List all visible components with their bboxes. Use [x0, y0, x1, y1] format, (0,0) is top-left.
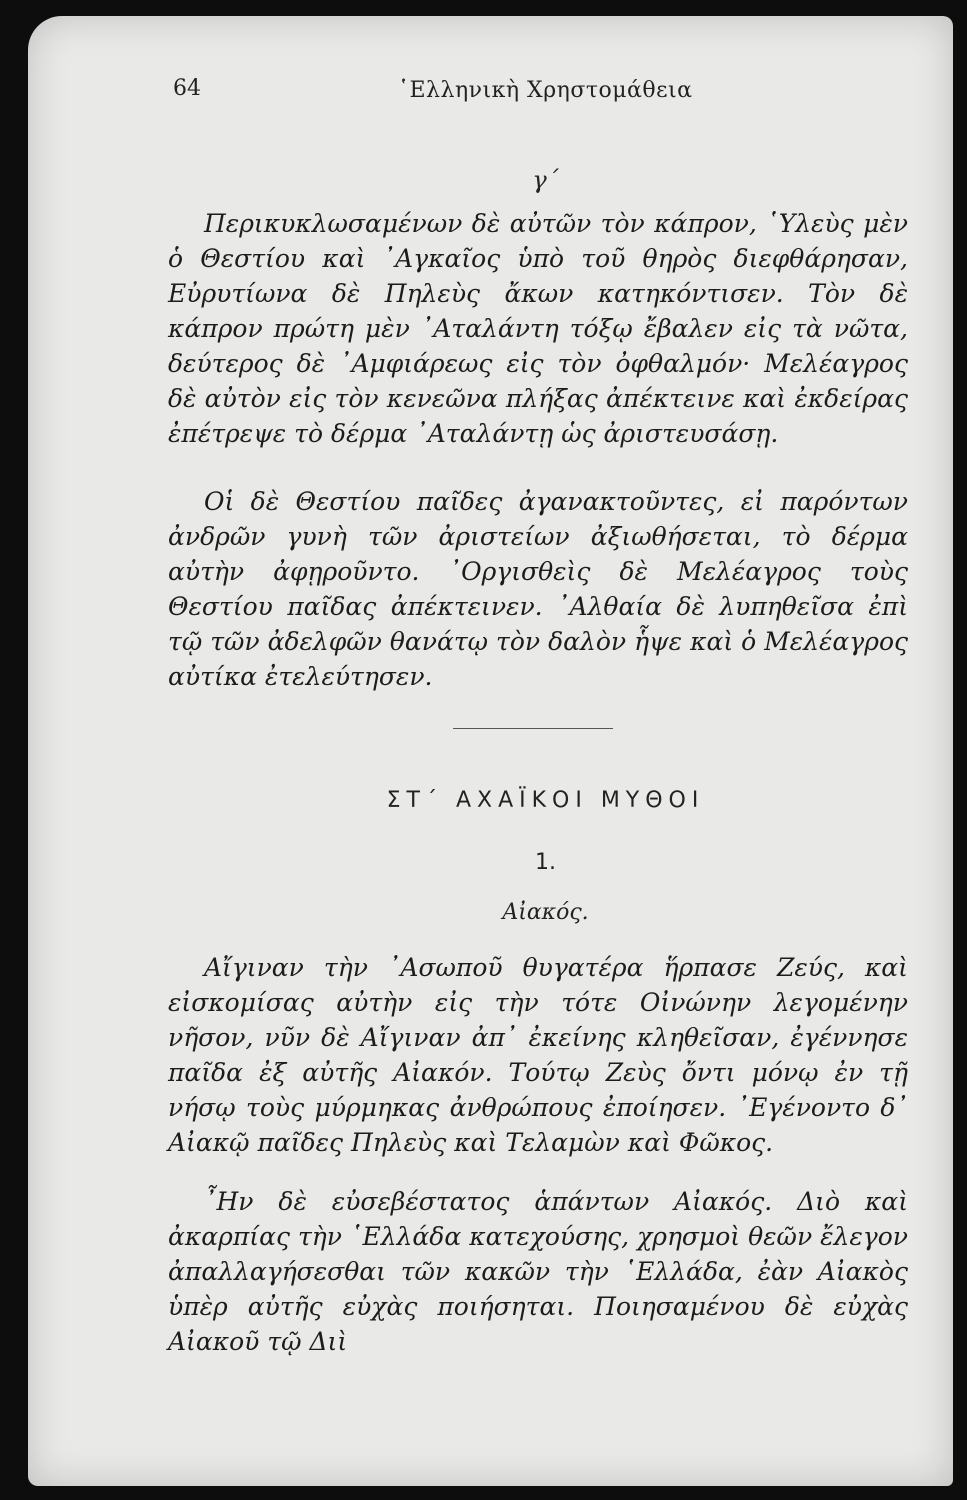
running-header [28, 76, 953, 116]
section-marker: γ΄ [532, 166, 559, 194]
paragraph-block-meleager [168, 484, 908, 694]
paragraph-block-aegina [168, 950, 908, 1160]
paragraph-block-hunt [168, 206, 908, 451]
paragraph-block-aeacus [168, 1184, 908, 1359]
story-title: Αἰακός. [502, 900, 589, 925]
paragraph-aegina: Αἴγιναν τὴν ᾿Ασωποῦ θυγατέρα ἥρπασε Ζεύς, καὶ εἰσκομίσας αὐτὴν εἰς τὴν τότε Οἰνώνην λεγομένην νῆσον, νῦν δὲ Αἴγιναν ἀπ᾿ ἐκείνης κληθεῖσαν, ἐγέννησε παῖδα ἐξ αὐτῆς Αἰακόν. Τούτῳ Ζεὺς ὄντι μόνῳ ἐν τῇ νήσῳ τοὺς μύρμηκας ἀνθρώπους ἐποίησεν. ᾿Εγένοντο δ᾿ Αἰακῷ παῖδες Πηλεὺς καὶ Τελαμὼν καὶ Φῶκος. [168, 953, 908, 1157]
section-divider [453, 728, 613, 729]
chapter-title: ΣΤ΄ ΑΧΑΪΚΟΙ ΜΥΘΟΙ [386, 788, 705, 813]
page-number: 64 [173, 76, 201, 101]
story-number: 1. [535, 850, 556, 875]
book-title-header: ῾Ελληνικὴ Χρηστομάθεια [398, 78, 693, 103]
paragraph-boar-hunt: Περικυκλωσαμένων δὲ αὐτῶν τὸν κάπρον, ῾Υλεὺς μὲν ὁ Θεστίου καὶ ᾿Αγκαῖος ὑπὸ τοῦ θηρὸς διεφθάρησαν, Εὐρυτίωνα δὲ Πηλεὺς ἄκων κατηκόντισεν. Τὸν δὲ κάπρον πρώτη μὲν ᾿Αταλάντη τόξῳ ἔβαλεν εἰς τὰ νῶτα, δεύτερος δὲ ᾿Αμφιάρεως εἰς τὸν ὀφθαλμόν· Μελέαγρος δὲ αὐτὸν εἰς τὸν κενεῶνα πλήξας ἀπέκτεινε καὶ ἐκδείρας ἐπέτρεψε τὸ δέρμα ᾿Αταλάντῃ ὡς ἀριστευσάσῃ. [168, 209, 908, 448]
paragraph-meleager-death: Οἱ δὲ Θεστίου παῖδες ἀγανακτοῦντες, εἰ παρόντων ἀνδρῶν γυνὴ τῶν ἀριστείων ἀξιωθήσεται, τὸ δέρμα αὐτὴν ἀφῃροῦντο. ᾿Οργισθεὶς δὲ Μελέαγρος τοὺς Θεστίου παῖδας ἀπέκτεινεν. ᾿Αλθαία δὲ λυπηθεῖσα ἐπὶ τῷ τῶν ἀδελφῶν θανάτῳ τὸν δαλὸν ἧψε καὶ ὁ Μελέαγρος αὐτίκα ἐτελεύτησεν. [168, 487, 908, 691]
paragraph-aeacus-piety: ῏Ην δὲ εὐσεβέστατος ἁπάντων Αἰακός. Διὸ καὶ ἀκαρπίας τὴν ῾Ελλάδα κατεχούσης, χρησμοὶ θεῶν ἔλεγον ἀπαλλαγήσεσθαι τῶν κακῶν τὴν ῾Ελλάδα, ἐὰν Αἰακὸς ὑπὲρ αὐτῆς εὐχὰς ποιήσηται. Ποιησαμένου δὲ εὐχὰς Αἰακοῦ τῷ Διὶ [168, 1187, 908, 1356]
book-page [28, 16, 953, 1486]
